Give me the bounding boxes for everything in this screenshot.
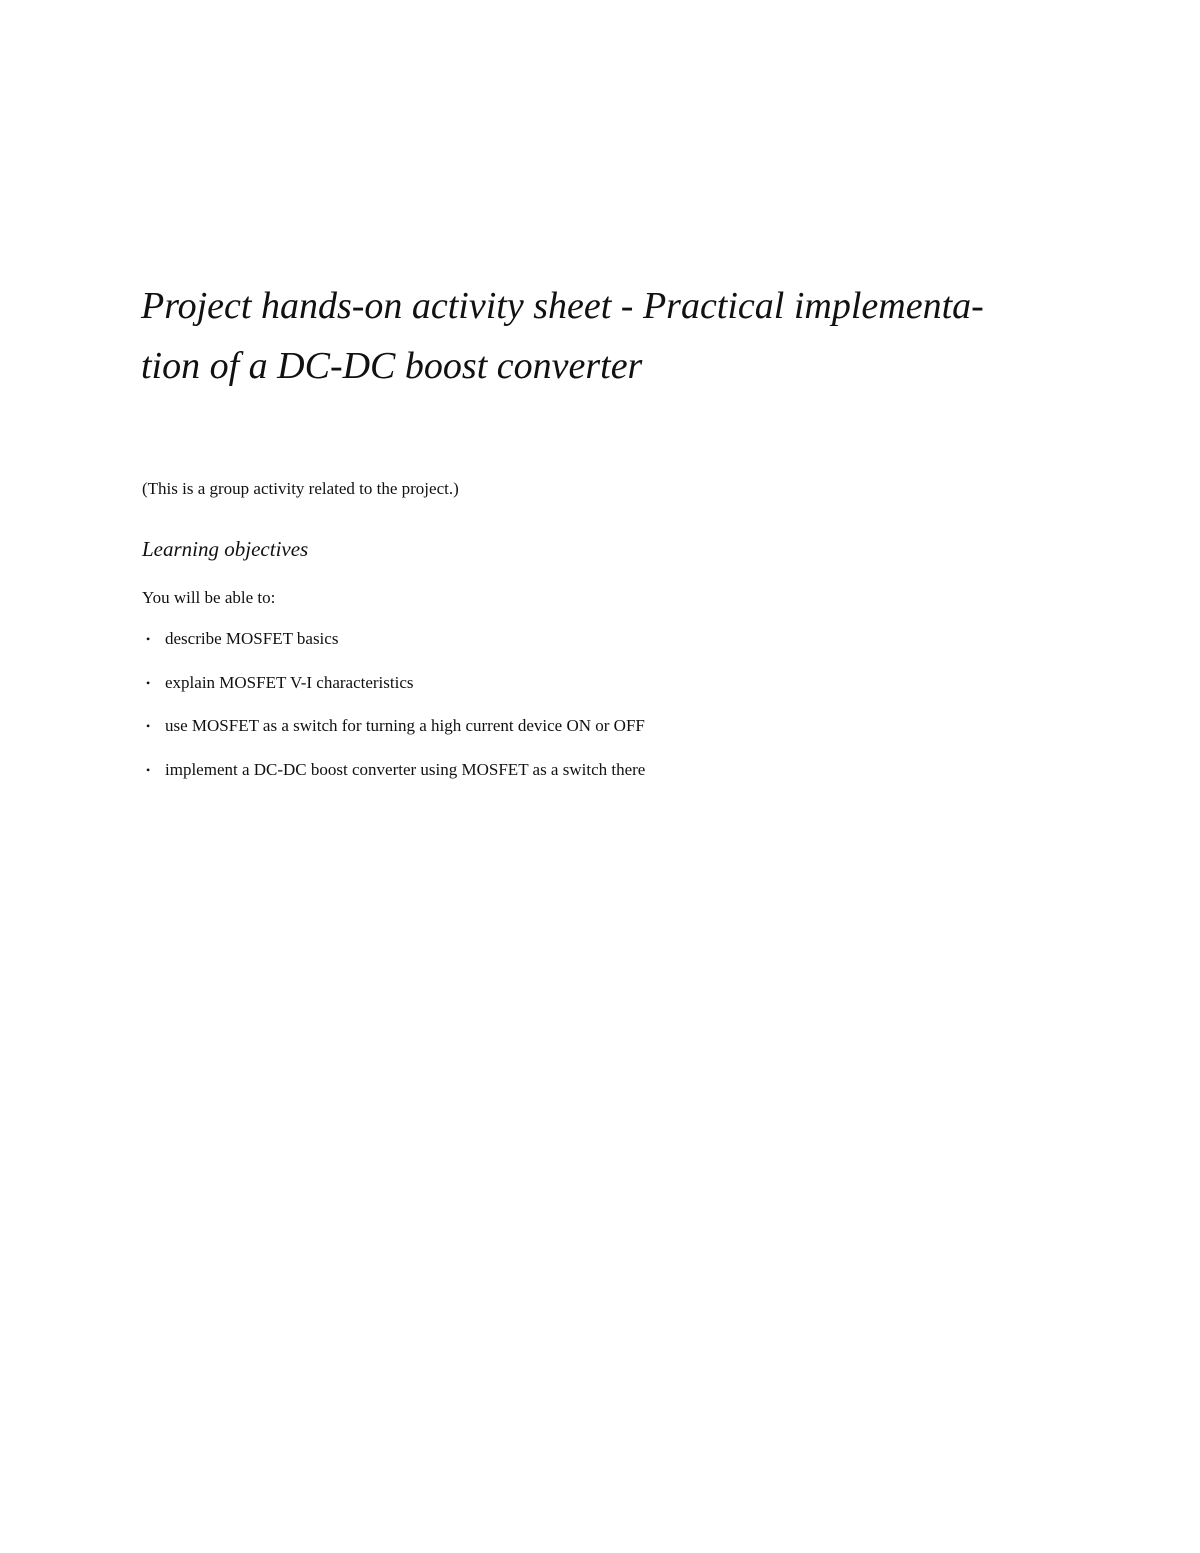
bullet-icon: • <box>146 719 151 733</box>
bullet-icon: • <box>146 762 151 777</box>
objective-text: use MOSFET as a switch for turning a high current device ON or OFF <box>165 716 645 735</box>
objective-text: describe MOSFET basics <box>165 629 339 648</box>
page-title-line-1: Project hands-on activity sheet - Practical implementa- <box>141 285 984 327</box>
bullet-icon: • <box>146 675 151 690</box>
objective-text: explain MOSFET V-I characteristics <box>165 672 414 692</box>
page-title <box>141 276 1061 396</box>
bullet-icon: • <box>146 632 151 646</box>
group-activity-note: (This is a group activity related to the project.) <box>142 479 459 498</box>
learning-objectives-heading: Learning objectives <box>142 537 309 561</box>
list-item <box>142 759 645 781</box>
objective-text: implement a DC-DC boost converter using MOSFET as a switch there <box>165 759 646 779</box>
objectives-list <box>142 628 645 802</box>
list-item <box>142 672 645 694</box>
objectives-intro: You will be able to: <box>142 588 276 607</box>
list-item <box>142 715 645 737</box>
page-title-line-2: tion of a DC-DC boost converter <box>141 345 643 387</box>
list-item <box>142 628 645 650</box>
